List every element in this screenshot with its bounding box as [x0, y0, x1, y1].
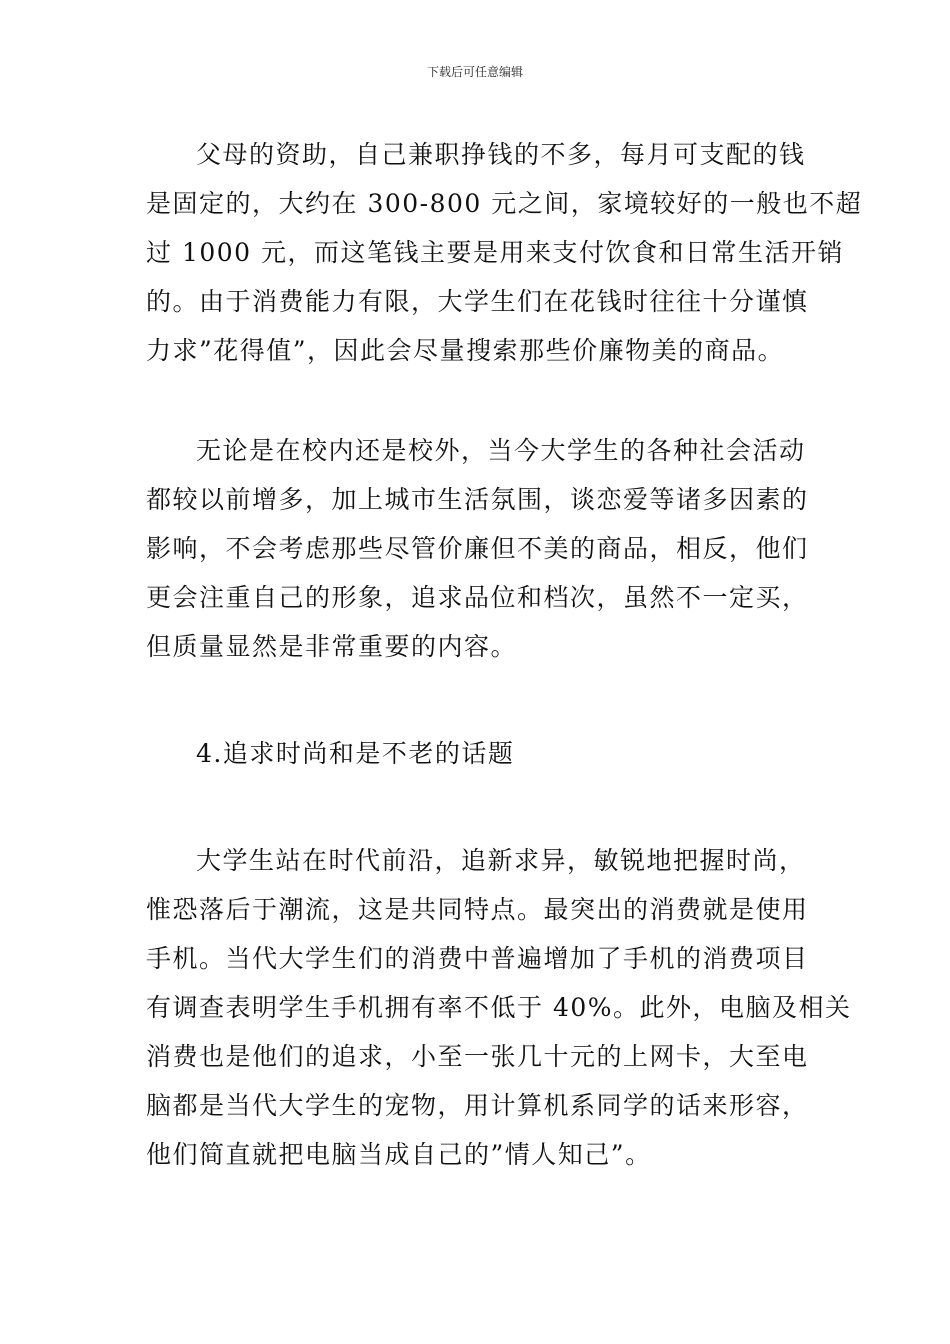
- paragraph-line: 是固定的，大约在 300-800 元之间，家境较好的一般也不超: [146, 189, 863, 218]
- paragraph-line: 的。由于消费能力有限，大学生们在花钱时往往十分谨慎: [146, 287, 809, 316]
- paragraph-line: 大学生站在时代前沿，追新求异，敏锐地把握时尚，: [196, 846, 806, 875]
- paragraph-line: 都较以前增多，加上城市生活氛围，谈恋爱等诸多因素的: [146, 485, 809, 514]
- section-heading: [146, 729, 806, 778]
- paragraph-line: 父母的资助，自己兼职挣钱的不多，每月可支配的钱: [196, 140, 806, 169]
- paragraph-2: [146, 426, 809, 671]
- paragraph-line: 但质量显然是非常重要的内容。: [146, 632, 518, 661]
- paragraph-line: 脑都是当代大学生的宠物，用计算机系同学的话来形容，: [146, 1091, 809, 1120]
- section-heading-text: 4.追求时尚和是不老的话题: [196, 739, 515, 768]
- paragraph-line: 影响，不会考虑那些尽管价廉但不美的商品，相反，他们: [146, 534, 809, 563]
- page-header: 下载后可任意编辑: [426, 65, 523, 79]
- paragraph-line: 消费也是他们的追求，小至一张几十元的上网卡，大至电: [146, 1042, 809, 1071]
- paragraph-line: 惟恐落后于潮流，这是共同特点。最突出的消费就是使用: [146, 895, 809, 924]
- paragraph-line: 更会注重自己的形象，追求品位和档次，虽然不一定买，: [146, 583, 809, 612]
- paragraph-1: [146, 130, 863, 375]
- paragraph-line: 无论是在校内还是校外，当今大学生的各种社会活动: [196, 436, 806, 465]
- paragraph-line: 力求”花得值”，因此会尽量搜索那些价廉物美的商品。: [146, 336, 785, 365]
- paragraph-3: [146, 836, 852, 1179]
- paragraph-line: 他们简直就把电脑当成自己的”情人知己”。: [146, 1140, 652, 1169]
- paragraph-line: 手机。当代大学生们的消费中普遍增加了手机的消费项目: [146, 944, 809, 973]
- document-body: [146, 130, 863, 1179]
- paragraph-line: 过 1000 元，而这笔钱主要是用来支付饮食和日常生活开销: [146, 238, 845, 267]
- paragraph-line: 有调查表明学生手机拥有率不低于 40%。此外，电脑及相关: [146, 993, 852, 1022]
